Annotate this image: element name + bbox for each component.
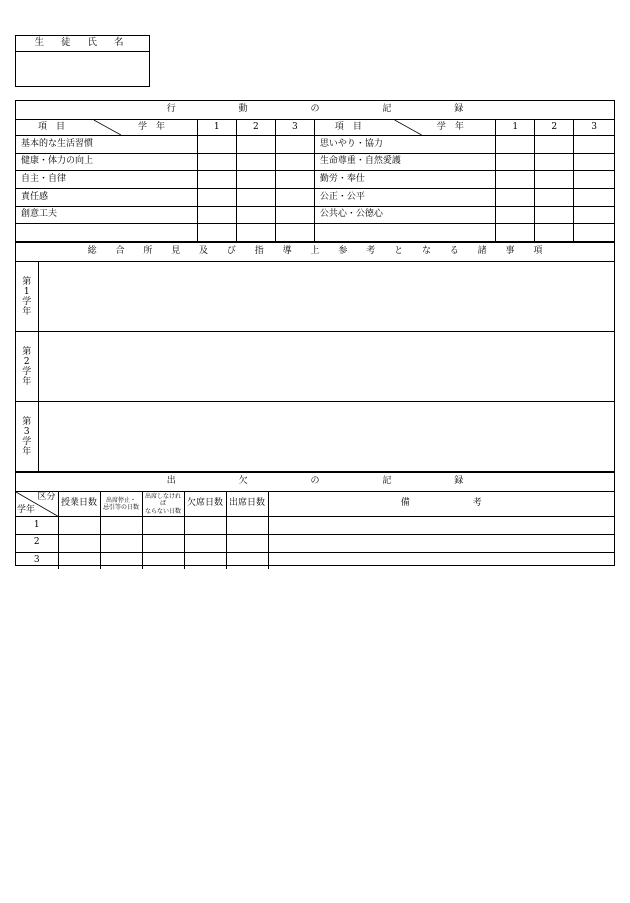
behavior-cell[interactable] — [535, 224, 574, 242]
attendance-title: 出 欠 の 記 録 — [16, 473, 614, 492]
corner-year-label: 学年 — [17, 504, 36, 515]
behavior-cell[interactable] — [535, 136, 574, 154]
student-name-field[interactable] — [16, 52, 149, 86]
behavior-cell[interactable] — [574, 224, 614, 242]
behavior-cell[interactable] — [496, 153, 535, 171]
behavior-cell[interactable] — [574, 171, 614, 189]
attendance-cell[interactable] — [226, 552, 268, 569]
year-2-label: 第 2 学 年 — [16, 332, 38, 402]
header-year-label: 学 年 — [436, 122, 464, 132]
year-header-3: 3 — [574, 120, 614, 136]
behavior-item: 公正・公平 — [314, 189, 495, 207]
behavior-item: 公共心・公徳心 — [314, 206, 495, 224]
behavior-cell[interactable] — [197, 136, 236, 154]
col-absence-days: 欠席日数 — [184, 492, 226, 517]
attendance-remarks-cell[interactable] — [268, 517, 614, 535]
behavior-cell[interactable] — [574, 189, 614, 207]
behavior-item: 思いやり・協力 — [314, 136, 495, 154]
attendance-cell[interactable] — [58, 552, 100, 569]
behavior-table — [16, 101, 614, 242]
year-header-1: 1 — [197, 120, 236, 136]
attendance-cell[interactable] — [226, 517, 268, 535]
year-header-2: 2 — [535, 120, 574, 136]
general-remarks-title: 総 合 所 見 及 び 指 導 上 参 考 と な る 諸 事 項 — [16, 243, 614, 262]
behavior-cell[interactable] — [496, 206, 535, 224]
year-header-1: 1 — [496, 120, 535, 136]
behavior-cell[interactable] — [496, 224, 535, 242]
behavior-cell[interactable] — [535, 206, 574, 224]
behavior-title: 行 動 の 記 録 — [16, 101, 614, 120]
header-item-label: 項 目 — [38, 122, 66, 132]
behavior-cell[interactable] — [275, 153, 314, 171]
attendance-cell[interactable] — [142, 517, 184, 535]
attendance-cell[interactable] — [100, 534, 142, 552]
behavior-cell[interactable] — [535, 189, 574, 207]
behavior-cell[interactable] — [197, 153, 236, 171]
attendance-cell[interactable] — [100, 552, 142, 569]
behavior-cell[interactable] — [535, 153, 574, 171]
student-name-label: 生 徒 氏 名 — [16, 36, 149, 52]
behavior-item — [314, 224, 495, 242]
behavior-cell[interactable] — [275, 224, 314, 242]
year-header-2: 2 — [236, 120, 275, 136]
attendance-cell[interactable] — [226, 534, 268, 552]
behavior-item: 健康・体力の向上 — [16, 153, 197, 171]
behavior-item: 自主・自律 — [16, 171, 197, 189]
behavior-cell[interactable] — [197, 224, 236, 242]
behavior-cell[interactable] — [535, 171, 574, 189]
behavior-cell[interactable] — [236, 171, 275, 189]
behavior-cell[interactable] — [275, 136, 314, 154]
behavior-cell[interactable] — [197, 189, 236, 207]
behavior-cell[interactable] — [236, 206, 275, 224]
behavior-right-header — [314, 120, 495, 136]
behavior-cell[interactable] — [236, 136, 275, 154]
attendance-cell[interactable] — [184, 552, 226, 569]
behavior-left-header — [16, 120, 197, 136]
col-remarks: 備 考 — [268, 492, 614, 517]
behavior-item — [16, 224, 197, 242]
behavior-cell[interactable] — [574, 153, 614, 171]
year-1-remarks[interactable] — [38, 262, 614, 332]
col-class-days: 授業日数 — [58, 492, 100, 517]
header-year-label: 学 年 — [138, 122, 166, 132]
attendance-corner — [16, 492, 58, 517]
attendance-cell[interactable] — [58, 534, 100, 552]
behavior-cell[interactable] — [236, 224, 275, 242]
col-attendance-days: 出席日数 — [226, 492, 268, 517]
attendance-year-label: 1 — [16, 517, 58, 535]
behavior-item: 勤労・奉仕 — [314, 171, 495, 189]
attendance-cell[interactable] — [100, 517, 142, 535]
record-form — [15, 100, 615, 566]
col-required-days: 出席しなければ ならない日数 — [142, 492, 184, 517]
behavior-cell[interactable] — [275, 189, 314, 207]
year-header-3: 3 — [275, 120, 314, 136]
corner-category-label: 区分 — [37, 492, 56, 503]
attendance-cell[interactable] — [58, 517, 100, 535]
attendance-year-label: 2 — [16, 534, 58, 552]
behavior-cell[interactable] — [236, 153, 275, 171]
behavior-item: 基本的な生活習慣 — [16, 136, 197, 154]
student-name-box — [15, 35, 150, 87]
year-3-remarks[interactable] — [38, 402, 614, 472]
attendance-remarks-cell[interactable] — [268, 534, 614, 552]
behavior-cell[interactable] — [197, 171, 236, 189]
col-suspension-days: 出席停止・ 忌引等の日数 — [100, 492, 142, 517]
behavior-cell[interactable] — [496, 136, 535, 154]
behavior-cell[interactable] — [236, 189, 275, 207]
attendance-cell[interactable] — [142, 552, 184, 569]
attendance-cell[interactable] — [184, 517, 226, 535]
behavior-cell[interactable] — [574, 136, 614, 154]
year-3-label: 第 3 学 年 — [16, 402, 38, 472]
general-remarks-table — [16, 242, 614, 472]
behavior-cell[interactable] — [197, 206, 236, 224]
attendance-cell[interactable] — [184, 534, 226, 552]
year-2-remarks[interactable] — [38, 332, 614, 402]
attendance-remarks-cell[interactable] — [268, 552, 614, 569]
behavior-item: 生命尊重・自然愛護 — [314, 153, 495, 171]
behavior-cell[interactable] — [496, 171, 535, 189]
behavior-item: 責任感 — [16, 189, 197, 207]
behavior-cell[interactable] — [275, 171, 314, 189]
behavior-cell[interactable] — [496, 189, 535, 207]
header-item-label: 項 目 — [334, 122, 362, 132]
attendance-cell[interactable] — [142, 534, 184, 552]
attendance-table — [16, 472, 614, 569]
behavior-cell[interactable] — [275, 206, 314, 224]
behavior-cell[interactable] — [574, 206, 614, 224]
attendance-year-label: 3 — [16, 552, 58, 569]
behavior-item: 創意工夫 — [16, 206, 197, 224]
year-1-label: 第 1 学 年 — [16, 262, 38, 332]
